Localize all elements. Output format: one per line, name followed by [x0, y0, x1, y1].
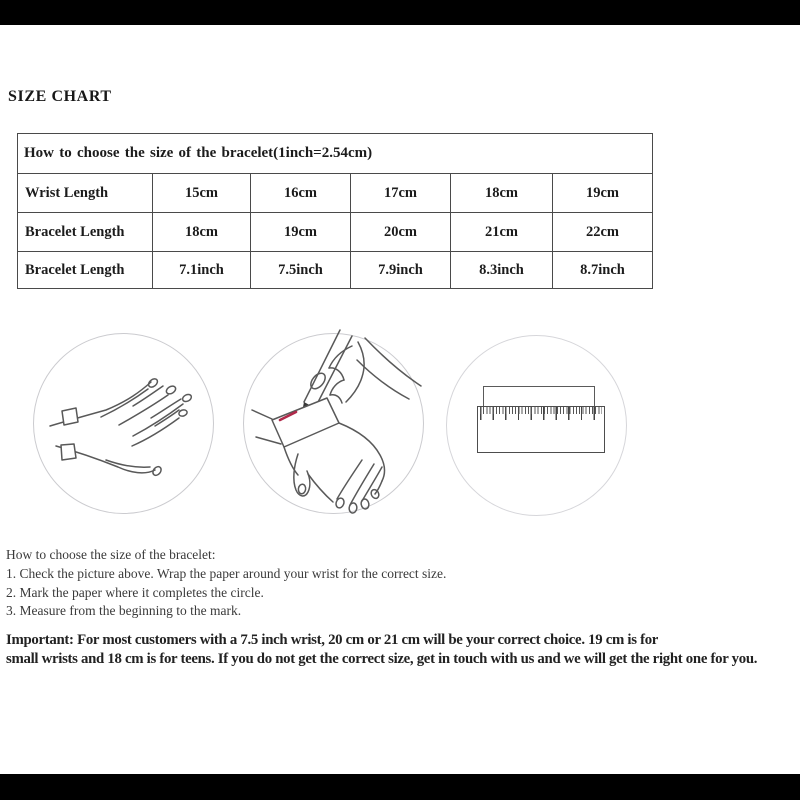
hand-with-paper-strip-icon	[34, 334, 212, 512]
row-label: Wrist Length	[18, 174, 153, 213]
table-cell: 8.3inch	[451, 252, 553, 289]
important-note-line: small wrists and 18 cm is for teens. If you do not get the correct size, get in touch with us and we will get the right one for you.	[6, 651, 758, 667]
table-header-row	[18, 134, 653, 174]
table-cell: 7.1inch	[153, 252, 251, 289]
table-cell: 19cm	[553, 174, 653, 213]
size-chart-table	[17, 133, 653, 289]
pen-marking-wrist-icon	[244, 334, 422, 512]
table-row-bracelet-length-cm	[18, 213, 653, 252]
ruler-ticks	[480, 407, 602, 421]
table-cell: 20cm	[351, 213, 451, 252]
table-cell: 18cm	[153, 213, 251, 252]
instruction-step: 1. Check the picture above. Wrap the paper around your wrist for the correct size.	[6, 565, 447, 581]
table-cell: 15cm	[153, 174, 251, 213]
table-header-cell: How to choose the size of the bracelet(1inch=2.54cm)	[18, 134, 653, 174]
table-cell: 16cm	[251, 174, 351, 213]
table-cell: 7.9inch	[351, 252, 451, 289]
letterbox-top-bar	[0, 0, 800, 25]
instruction-step: 3. Measure from the beginning to the mark.	[6, 603, 242, 619]
instructions-title: How to choose the size of the bracelet:	[6, 547, 216, 562]
instruction-step: 2. Mark the paper where it completes the circle.	[6, 584, 264, 600]
table-row-wrist-length	[18, 174, 653, 213]
important-note-line: Important: For most customers with a 7.5 inch wrist, 20 cm or 21 cm will be your correct choice. 19 cm is for	[6, 632, 659, 648]
paper-strip-on-ruler-icon	[447, 336, 626, 515]
row-label: Bracelet Length	[18, 252, 153, 289]
page-title: SIZE CHART	[8, 88, 112, 105]
table-cell: 19cm	[251, 213, 351, 252]
illustration-circle-mark-paper	[243, 333, 424, 514]
illustration-circle-wrap-paper	[33, 333, 214, 514]
ruler	[477, 406, 605, 453]
table-cell: 8.7inch	[553, 252, 653, 289]
paper-strip	[483, 386, 595, 408]
instructions-block	[6, 546, 446, 621]
table-cell: 21cm	[451, 213, 553, 252]
letterbox-bottom-bar	[0, 774, 800, 800]
row-label: Bracelet Length	[18, 213, 153, 252]
table-cell: 22cm	[553, 213, 653, 252]
table-cell: 7.5inch	[251, 252, 351, 289]
table-row-bracelet-length-inch	[18, 252, 653, 289]
table-cell: 18cm	[451, 174, 553, 213]
table-cell: 17cm	[351, 174, 451, 213]
important-note	[6, 631, 796, 669]
illustration-circle-measure-ruler	[446, 335, 627, 516]
